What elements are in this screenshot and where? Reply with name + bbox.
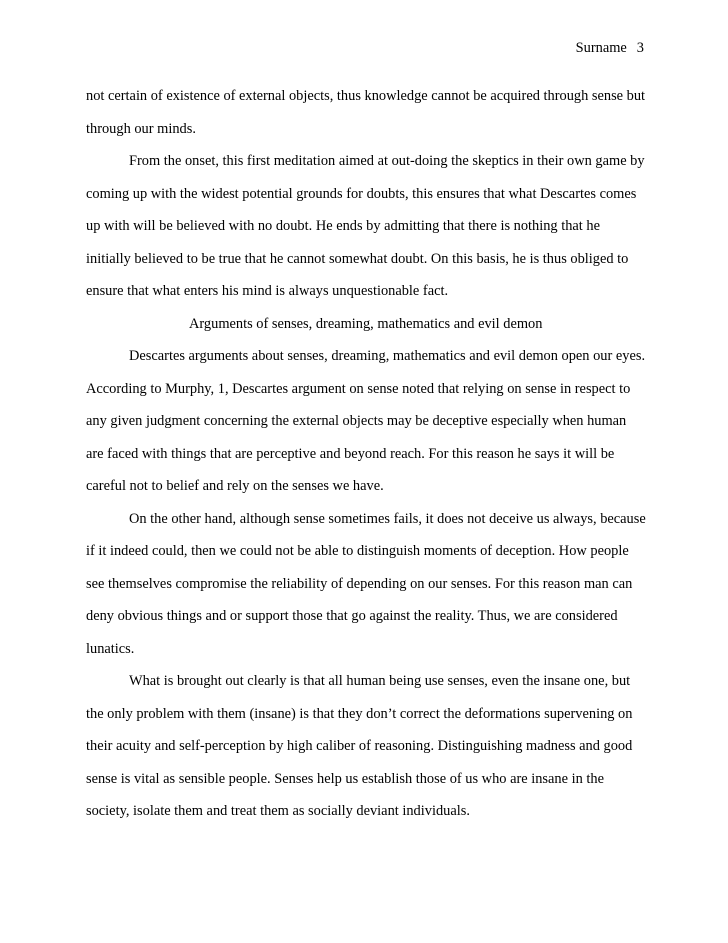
running-head — [576, 40, 644, 57]
header-surname: Surname — [575, 40, 627, 56]
text-line: through our minds. — [86, 120, 196, 137]
page-number: 3 — [636, 40, 644, 56]
text-line: are faced with things that are perceptive and beyond reach. For this reason he says it will be — [86, 445, 615, 462]
text-line: lunatics. — [86, 640, 135, 657]
text-line: deny obvious things and or support those that go against the reality. Thus, we are considered — [86, 608, 618, 624]
text-line: any given judgment concerning the external objects may be deceptive especially when human — [86, 413, 627, 429]
text-line: ensure that what enters his mind is always unquestionable fact. — [86, 283, 449, 299]
text-line: According to Murphy, 1, Descartes argument on sense noted that relying on sense in respect to — [86, 380, 631, 397]
text-line: their acuity and self-perception by high caliber of reasoning. Distinguishing madness and good — [86, 738, 633, 754]
text-line: From the onset, this first meditation aimed at out-doing the skeptics in their own game by — [129, 153, 645, 169]
text-line: society, isolate them and treat them as socially deviant individuals. — [86, 803, 470, 819]
text-line: the only problem with them (insane) is that they don’t correct the deformations supervening on — [86, 705, 633, 722]
text-line: What is brought out clearly is that all human being use senses, even the insane one, but — [129, 673, 631, 689]
text-line: careful not to belief and rely on the senses we have. — [86, 478, 384, 494]
text-line: sense is vital as sensible people. Senses help us establish those of us who are insane in the — [86, 770, 604, 787]
text-line: Descartes arguments about senses, dreaming, mathematics and evil demon open our eyes. — [129, 348, 646, 364]
text-line: initially believed to be true that he cannot somewhat doubt. On this basis, he is thus obliged to — [86, 250, 629, 267]
text-line: see themselves compromise the reliability of depending on our senses. For this reason man can — [86, 575, 633, 592]
text-line: not certain of existence of external objects, thus knowledge cannot be acquired through sense but — [86, 88, 646, 104]
text-line: On the other hand, although sense sometimes fails, it does not deceive us always, because — [129, 510, 646, 527]
section-heading: Arguments of senses, dreaming, mathematics and evil demon — [189, 315, 543, 332]
text-line: coming up with the widest potential grounds for doubts, this ensures that what Descartes comes — [86, 185, 637, 202]
text-line: up with will be believed with no doubt. He ends by admitting that there is nothing that he — [86, 218, 600, 234]
text-line: if it indeed could, then we could not be able to distinguish moments of deception. How people — [86, 543, 629, 559]
